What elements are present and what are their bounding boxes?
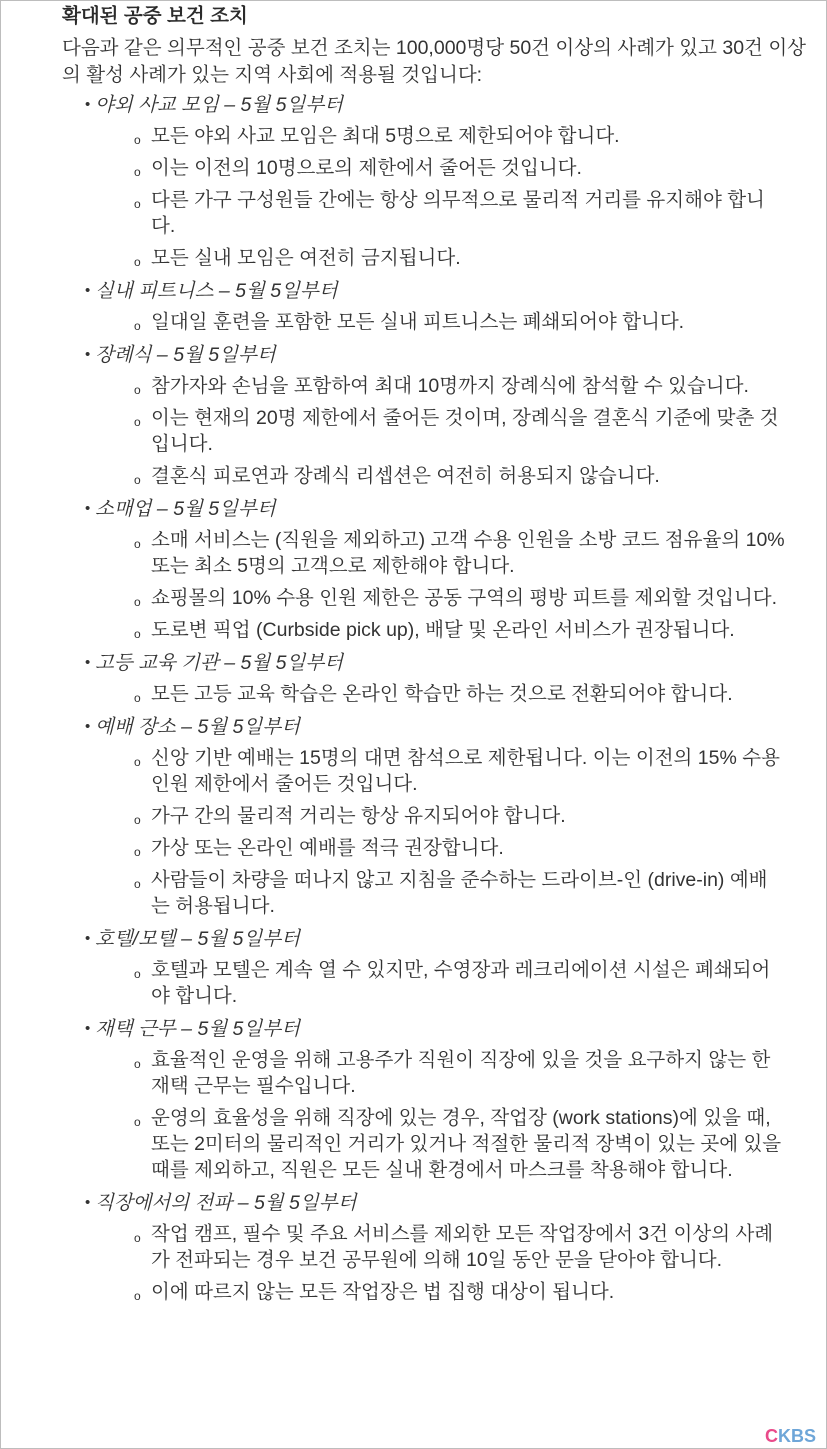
list-item-text: 운영의 효율성을 위해 직장에 있는 경우, 작업장 (work stations)에 있을 때, 또는 2미터의 물리적인 거리가 있거나 적절한 물리적 장벽이 있는 곳에 있을 때를 제외하고, 직원은 모든 실내 환경에서 마스크를 착용해야 합니다.: [151, 1107, 782, 1181]
section-items: [62, 123, 807, 271]
measure-section: [62, 925, 807, 1009]
section-heading: [62, 1189, 807, 1221]
section-items: [62, 527, 807, 643]
list-item-text: 모든 야외 사교 모임은 최대 5명으로 제한되어야 합니다.: [151, 125, 620, 147]
measure-section: [62, 495, 807, 643]
section-heading: [62, 277, 807, 309]
bullet-icon: •: [85, 282, 91, 299]
section-items: [62, 681, 807, 707]
list-item: [62, 617, 807, 643]
list-item: [62, 957, 807, 1009]
list-item: [62, 527, 807, 579]
section-heading: [62, 713, 807, 745]
sub-bullet-icon: o: [134, 1231, 141, 1245]
section-heading: [62, 1015, 807, 1047]
section-items: [62, 1047, 807, 1183]
sub-bullet-icon: o: [134, 595, 141, 609]
sub-bullet-icon: o: [134, 473, 141, 487]
sub-bullet-icon: o: [134, 133, 141, 147]
section-heading-text: 소매업 – 5월 5일부터: [95, 498, 276, 520]
sub-bullet-icon: o: [134, 1115, 141, 1129]
bullet-icon: •: [85, 930, 91, 947]
list-item: [62, 309, 807, 335]
measure-section: [62, 341, 807, 489]
measure-section: [62, 91, 807, 271]
list-item-text: 다른 가구 구성원들 간에는 항상 의무적으로 물리적 거리를 유지해야 합니다.: [151, 189, 765, 237]
list-item-text: 사람들이 차량을 떠나지 않고 지침을 준수하는 드라이브-인 (drive-in) 예배는 허용됩니다.: [151, 869, 768, 917]
ckbs-logo: [765, 1426, 816, 1447]
logo-letter-c: C: [764, 1426, 778, 1446]
bullet-icon: •: [85, 96, 91, 113]
sub-bullet-icon: o: [134, 319, 141, 333]
section-items: [62, 957, 807, 1009]
list-item-text: 결혼식 피로연과 장례식 리셉션은 여전히 허용되지 않습니다.: [151, 465, 660, 487]
section-items: [62, 309, 807, 335]
bullet-icon: •: [85, 1194, 91, 1211]
list-item: [62, 585, 807, 611]
list-item: [62, 463, 807, 489]
sub-bullet-icon: o: [134, 627, 141, 641]
measure-section: [62, 649, 807, 707]
sub-bullet-icon: o: [134, 845, 141, 859]
list-item: [62, 155, 807, 181]
section-heading-text: 재택 근무 – 5월 5일부터: [95, 1018, 300, 1040]
sub-bullet-icon: o: [134, 877, 141, 891]
list-item-text: 모든 실내 모임은 여전히 금지됩니다.: [151, 247, 461, 269]
list-item-text: 호텔과 모텔은 계속 열 수 있지만, 수영장과 레크리에이션 시설은 폐쇄되어야 합니다.: [151, 959, 771, 1007]
logo-letters-kbs: KBS: [777, 1426, 816, 1446]
list-item: [62, 373, 807, 399]
document-content: [62, 1, 807, 1311]
list-item-text: 이는 현재의 20명 제한에서 줄어든 것이며, 장례식을 결혼식 기준에 맞춘 것입니다.: [151, 407, 779, 455]
bullet-icon: •: [85, 1020, 91, 1037]
list-item: [62, 1047, 807, 1099]
sub-bullet-icon: o: [134, 813, 141, 827]
sub-bullet-icon: o: [134, 1289, 141, 1303]
list-item: [62, 835, 807, 861]
list-item: [62, 405, 807, 457]
section-heading-text: 실내 피트니스 – 5월 5일부터: [95, 280, 338, 302]
section-heading-text: 호텔/모텔 – 5월 5일부터: [95, 928, 300, 950]
list-item-text: 가구 간의 물리적 거리는 항상 유지되어야 합니다.: [151, 805, 566, 827]
section-heading: [62, 341, 807, 373]
list-item-text: 소매 서비스는 (직원을 제외하고) 고객 수용 인원을 소방 코드 점유율의 10% 또는 최소 5명의 고객으로 제한해야 합니다.: [151, 529, 785, 577]
sub-bullet-icon: o: [134, 1057, 141, 1071]
section-heading: [62, 495, 807, 527]
list-item-text: 작업 캠프, 필수 및 주요 서비스를 제외한 모든 작업장에서 3건 이상의 사례가 전파되는 경우 보건 공무원에 의해 10일 동안 문을 닫아야 합니다.: [151, 1223, 774, 1271]
list-item-text: 이에 따르지 않는 모든 작업장은 법 집행 대상이 됩니다.: [151, 1281, 615, 1303]
list-item-text: 이는 이전의 10명으로의 제한에서 줄어든 것입니다.: [151, 157, 582, 179]
list-item-text: 일대일 훈련을 포함한 모든 실내 피트니스는 폐쇄되어야 합니다.: [151, 311, 685, 333]
sub-bullet-icon: o: [134, 255, 141, 269]
section-heading-text: 야외 사교 모임 – 5월 5일부터: [95, 94, 343, 116]
section-heading: [62, 91, 807, 123]
sub-bullet-icon: o: [134, 755, 141, 769]
bullet-icon: •: [85, 346, 91, 363]
section-heading-text: 예배 장소 – 5월 5일부터: [95, 716, 300, 738]
sub-bullet-icon: o: [134, 691, 141, 705]
list-item: [62, 187, 807, 239]
sub-bullet-icon: o: [134, 165, 141, 179]
sub-bullet-icon: o: [134, 415, 141, 429]
bullet-icon: •: [85, 654, 91, 671]
sub-bullet-icon: o: [134, 537, 141, 551]
list-item: [62, 1105, 807, 1183]
section-heading-text: 직장에서의 전파 – 5월 5일부터: [95, 1192, 357, 1214]
measure-section: [62, 1189, 807, 1305]
measure-section: [62, 713, 807, 919]
sub-bullet-icon: o: [134, 197, 141, 211]
bullet-icon: •: [85, 500, 91, 517]
measure-section: [62, 277, 807, 335]
sub-bullet-icon: o: [134, 383, 141, 397]
section-items: [62, 373, 807, 489]
bullet-icon: •: [85, 718, 91, 735]
list-item-text: 참가자와 손님을 포함하여 최대 10명까지 장례식에 참석할 수 있습니다.: [151, 375, 749, 397]
measure-section: [62, 1015, 807, 1183]
list-item-text: 신앙 기반 예배는 15명의 대면 참석으로 제한됩니다. 이는 이전의 15% 수용 인원 제한에서 줄어든 것입니다.: [151, 747, 780, 795]
list-item: [62, 681, 807, 707]
list-item: [62, 123, 807, 149]
list-item: [62, 1279, 807, 1305]
intro-paragraph: 다음과 같은 의무적인 공중 보건 조치는 100,000명당 50건 이상의 사례가 있고 30건 이상의 활성 사례가 있는 지역 사회에 적용될 것입니다:: [62, 37, 806, 86]
sub-bullet-icon: o: [134, 967, 141, 981]
list-item: [62, 867, 807, 919]
measures-list: [62, 91, 807, 1305]
list-item-text: 모든 고등 교육 학습은 온라인 학습만 하는 것으로 전환되어야 합니다.: [151, 683, 733, 705]
list-item: [62, 1221, 807, 1273]
list-item-text: 도로변 픽업 (Curbside pick up), 배달 및 온라인 서비스가 권장됩니다.: [151, 619, 735, 641]
section-heading: [62, 925, 807, 957]
section-heading: [62, 649, 807, 681]
section-heading-text: 고등 교육 기관 – 5월 5일부터: [95, 652, 343, 674]
section-heading-text: 장례식 – 5월 5일부터: [95, 344, 276, 366]
list-item: [62, 803, 807, 829]
list-item-text: 쇼핑몰의 10% 수용 인원 제한은 공동 구역의 평방 피트를 제외할 것입니다.: [151, 587, 778, 609]
list-item: [62, 745, 807, 797]
section-items: [62, 1221, 807, 1305]
list-item-text: 가상 또는 온라인 예배를 적극 권장합니다.: [151, 837, 504, 859]
list-item: [62, 245, 807, 271]
section-items: [62, 745, 807, 919]
page-title: 확대된 공중 보건 조치: [62, 5, 248, 27]
list-item-text: 효율적인 운영을 위해 고용주가 직원이 직장에 있을 것을 요구하지 않는 한 재택 근무는 필수입니다.: [151, 1049, 771, 1097]
